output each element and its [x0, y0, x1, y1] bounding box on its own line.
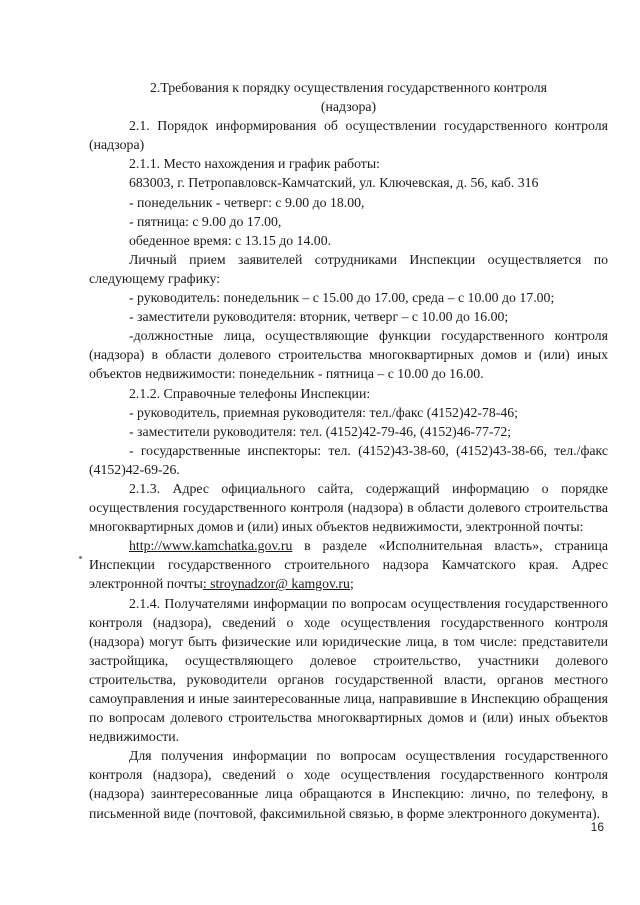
schedule-mon-thu: - понедельник - четверг: с 9.00 до 18.00,	[129, 194, 365, 210]
paragraph-2-1-3: 2.1.3. Адрес официального сайта, содержащий информацию о порядке осуществления государственного контроля (надзора) в области долевого строительства многоквартирных домов и (или) иных объектов недвижимости, электронной почты:	[89, 480, 608, 535]
page-number: 16	[590, 820, 604, 834]
section-title-line2: (надзора)	[320, 99, 377, 115]
phone-head: - руководитель, приемная руководителя: тел./факс (4152)42-78-46;	[129, 404, 518, 420]
scan-dot-mark	[79, 556, 82, 559]
paragraph-2-1-1: 2.1.1. Место нахождения и график работы:	[129, 156, 380, 172]
section-title: 2.Требования к порядку осуществления государственного контроля	[150, 80, 547, 95]
address: 683003, г. Петропавловск-Камчатский, ул. Ключевская, д. 56, каб. 316	[129, 175, 539, 191]
website-text: в разделе «Исполнительная власть», страница Инспекции государственного строительного надзора Камчатского края. Адрес электронной почты	[89, 538, 608, 592]
phone-inspectors: - государственные инспекторы: тел. (4152)43-38-60, (4152)43-38-66, тел./факс (4152)42-69-26.	[89, 442, 608, 477]
paragraph-2-1-4: 2.1.4. Получателями информации по вопросам осуществления государственного контроля (надзора), сведений о ходе осуществления государственного контроля (надзора) могут быть физические или юридические лица, в том числе: представители застройщика, осуществляющего долевое строительство, участники долевого строительства, руководители органов государственной власти, органов местного самоуправления и иные заинтересованные лица, направившие в Инспекцию обращения по вопросам долевого строительства многоквартирных домов и (или) иных объектов недвижимости.	[89, 595, 608, 745]
paragraph-2-1: 2.1. Порядок информирования об осуществлении государственного контроля (надзора)	[89, 118, 608, 153]
paragraph-2-1-2: 2.1.2. Справочные телефоны Инспекции:	[129, 385, 371, 401]
personal-reception-intro: Личный прием заявителей сотрудниками Инспекции осуществляется по следующему графику:	[89, 251, 608, 286]
schedule-fri: - пятница: с 9.00 до 17.00,	[129, 213, 282, 229]
schedule-lunch: обеденное время: с 13.15 до 14.00.	[129, 232, 332, 248]
email-link[interactable]: : stroynadzor@ kamgov.ru	[202, 576, 350, 592]
reception-head: - руководитель: понедельник – с 15.00 до 17.00, среда – с 10.00 до 17.00;	[129, 290, 555, 306]
paragraph-receive-info: Для получения информации по вопросам осуществления государственного контроля (надзора), сведений о ходе осуществления государственного контроля (надзора) заинтересованные лица обращаются в Инспекцию: лично, по телефону, в письменной виде (почтовой, факсимильной связью, в форме электронного документа).	[89, 748, 608, 821]
email-end: ;	[349, 576, 354, 592]
reception-officials: -должностные лица, осуществляющие функции государственного контроля (надзора) в области долевого строительства многоквартирных домов и (или) иных объектов недвижимости: понедельник - пятница – с 10.00 до 16.00.	[89, 328, 608, 382]
reception-deputies: - заместители руководителя: вторник, четверг – с 10.00 до 16.00;	[129, 309, 509, 325]
phone-deputies: - заместители руководителя: тел. (4152)42-79-46, (4152)46-77-72;	[129, 423, 512, 439]
document-content	[89, 78, 608, 823]
website-link[interactable]: http://www.kamchatka.gov.ru	[129, 538, 293, 554]
website-paragraph	[89, 536, 608, 593]
